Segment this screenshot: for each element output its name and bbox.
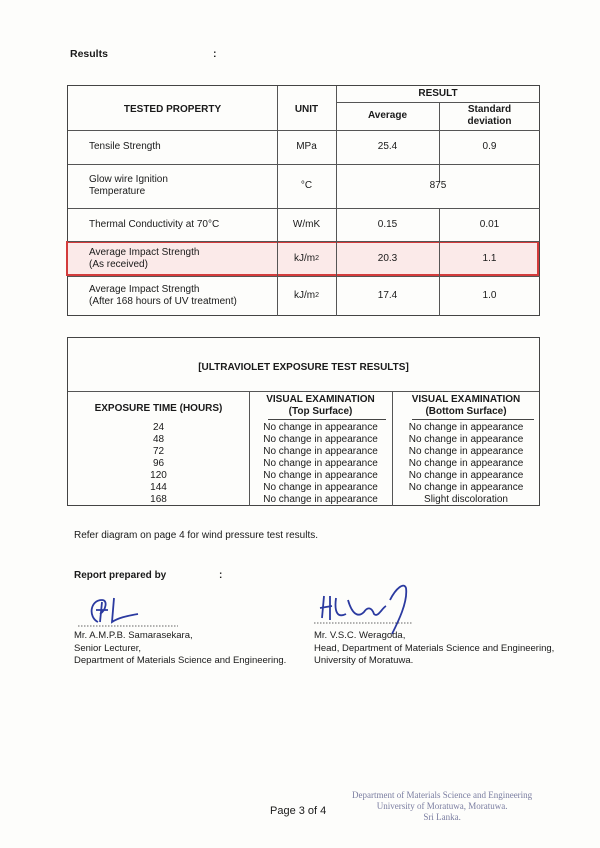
wind-pressure-note: Refer diagram on page 4 for wind pressure test results.: [74, 530, 319, 541]
report-prepared-label: Report prepared by: [74, 570, 167, 581]
uv-table-title: [ULTRAVIOLET EXPOSURE TEST RESULTS]: [198, 362, 409, 373]
row-glow-unit: °C: [300, 180, 313, 191]
row-glow-property: Glow wire Ignition Temperature: [89, 174, 168, 197]
row-thermal-unit: W/mK: [292, 218, 321, 230]
signature-1-image: [78, 592, 188, 632]
uv-top: No change in appearance: [263, 446, 378, 457]
row-impact-received-std: 1.1: [482, 252, 497, 264]
row-impact-received-unit: kJ/m 2: [293, 252, 319, 264]
uv-bottom: No change in appearance: [408, 470, 524, 481]
header-unit: UNIT: [294, 104, 319, 115]
department-stamp: Department of Materials Science and Engineering University of Moratuwa, Moratuwa. Sri Lanka.: [352, 790, 533, 822]
signatory-2-title: Head, Department of Materials Science and Engineering,: [314, 642, 555, 654]
row-thermal-average: 0.15: [377, 218, 398, 230]
row-impact-uv-property: Average Impact Strength (After 168 hours of UV treatment): [89, 284, 237, 307]
uv-top: No change in appearance: [263, 470, 378, 481]
row-impact-uv-std: 1.0: [482, 290, 497, 301]
results-colon: :: [213, 48, 217, 60]
header-tested-property: TESTED PROPERTY: [123, 104, 222, 115]
uv-top: No change in appearance: [263, 494, 378, 505]
signatory-1-block: [74, 630, 286, 668]
uv-top: No change in appearance: [263, 434, 378, 445]
uv-bottom: No change in appearance: [408, 446, 524, 457]
uv-top: No change in appearance: [263, 422, 378, 433]
uv-col-top-surface: VISUAL EXAMINATION (Top Surface): [266, 394, 375, 417]
row-impact-uv-unit: kJ/m 2: [293, 290, 319, 301]
uv-hours: 48: [152, 434, 165, 445]
signatory-2-name: Mr. V.S.C. Weragoda,: [314, 630, 406, 641]
row-tensile-property: Tensile Strength: [89, 141, 161, 152]
uv-bottom: No change in appearance: [408, 482, 524, 493]
row-tensile-average: 25.4: [377, 141, 398, 152]
results-table: [67, 85, 540, 316]
row-thermal-property: Thermal Conductivity at 70°C: [89, 218, 220, 230]
signatory-1-title: Senior Lecturer,: [74, 642, 142, 654]
header-result: RESULT: [418, 88, 458, 99]
signatory-2-block: [314, 630, 554, 668]
row-impact-uv-average: 17.4: [377, 290, 398, 301]
uv-hours: 72: [152, 446, 165, 457]
header-average: Average: [367, 110, 408, 121]
uv-top: No change in appearance: [263, 482, 378, 493]
uv-hours: 96: [152, 458, 165, 469]
report-prepared-colon: :: [219, 570, 223, 581]
uv-exposure-table: [67, 337, 540, 506]
results-heading: Results: [70, 48, 108, 60]
signatory-2-dept: University of Moratuwa.: [314, 655, 414, 666]
uv-top: No change in appearance: [263, 458, 378, 469]
page-number: Page 3 of 4: [270, 805, 327, 817]
uv-bottom: Slight discoloration: [424, 494, 508, 505]
uv-hours: 24: [152, 422, 165, 433]
row-tensile-unit: MPa: [296, 141, 317, 152]
signature-2-image: [312, 578, 422, 638]
row-thermal-std: 0.01: [479, 218, 500, 230]
uv-hours: 168: [150, 494, 167, 505]
signatory-1-dept: Department of Materials Science and Engineering.: [74, 655, 287, 666]
uv-col-exposure-time: EXPOSURE TIME (HOURS): [94, 403, 223, 414]
uv-bottom: No change in appearance: [408, 458, 524, 469]
signatory-1-name: Mr. A.M.P.B. Samarasekara,: [74, 630, 193, 641]
row-tensile-std: 0.9: [482, 141, 497, 152]
header-std-deviation: Standard deviation: [467, 104, 512, 127]
uv-bottom: No change in appearance: [408, 434, 524, 445]
uv-hours: 120: [150, 470, 167, 481]
uv-col-bottom-surface: VISUAL EXAMINATION (Bottom Surface): [411, 394, 521, 417]
row-glow-merged-value: 875: [429, 180, 447, 191]
row-impact-received-property: Average Impact Strength (As received): [89, 246, 200, 270]
uv-hours: 144: [150, 482, 167, 493]
uv-bottom: No change in appearance: [408, 422, 524, 433]
row-impact-received-average: 20.3: [377, 252, 398, 264]
